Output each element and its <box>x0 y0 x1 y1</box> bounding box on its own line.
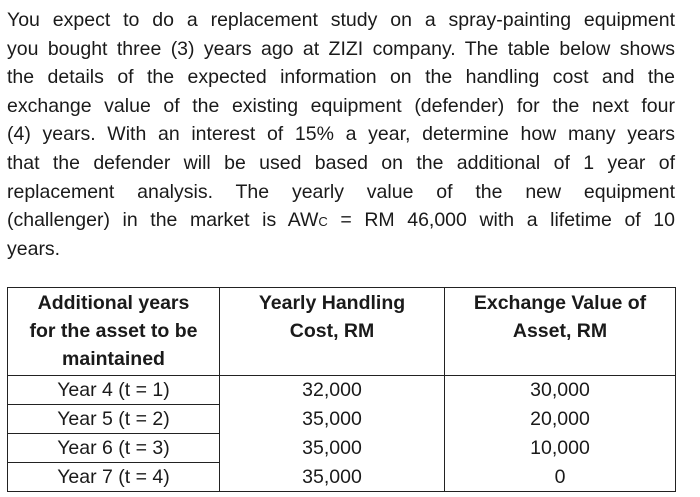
problem-line: that the defender will be used based on the additional of 1 year of <box>7 151 675 174</box>
year-cell: Year 5 (t = 2) <box>8 405 220 434</box>
problem-line: replacement analysis. The yearly value of the new equipment <box>7 180 675 203</box>
table-row <box>8 376 676 405</box>
header-line: Yearly Handling <box>258 292 406 314</box>
cost-cell: 35,000 <box>220 463 445 492</box>
problem-line: the details of the expected information on the handling cost and the <box>7 66 675 89</box>
value-cell: 0 <box>445 463 676 492</box>
problem-statement <box>7 6 675 263</box>
cost-cell: 35,000 <box>220 405 445 434</box>
problem-line-aw <box>7 206 675 235</box>
year-cell: Year 4 (t = 1) <box>8 376 220 405</box>
table-row <box>8 463 676 492</box>
header-additional-years <box>8 288 220 376</box>
header-line: Exchange Value of <box>473 292 647 314</box>
header-line: Cost, RM <box>289 320 375 342</box>
aw-subscript: C <box>318 214 328 230</box>
header-line: Additional years <box>37 292 190 314</box>
year-cell: Year 6 (t = 3) <box>8 434 220 463</box>
table-row <box>8 405 676 434</box>
table-header-row <box>8 288 676 376</box>
problem-line: years. <box>7 237 61 260</box>
header-line: Asset, RM <box>512 320 608 342</box>
header-line: for the asset to be <box>29 320 198 342</box>
cost-cell: 32,000 <box>220 376 445 405</box>
aw-label: (challenger) in the market is AW <box>7 209 319 232</box>
problem-line: exchange value of the existing equipment (defender) for the next four <box>7 94 675 117</box>
header-line: maintained <box>62 348 165 370</box>
cost-table <box>7 287 676 492</box>
aw-value-text: = RM 46,000 with a lifetime of 10 <box>327 209 675 232</box>
value-cell: 30,000 <box>445 376 676 405</box>
header-exchange-value <box>445 288 676 376</box>
table-row <box>8 434 676 463</box>
problem-line: you bought three (3) years ago at ZIZI company. The table below shows <box>7 37 675 60</box>
problem-line: You expect to do a replacement study on a spray-painting equipment <box>7 9 675 31</box>
problem-line: (4) years. With an interest of 15% a year, determine how many years <box>7 123 675 146</box>
year-cell: Year 7 (t = 4) <box>8 463 220 492</box>
value-cell: 20,000 <box>445 405 676 434</box>
header-yearly-handling-cost <box>220 288 445 376</box>
cost-cell: 35,000 <box>220 434 445 463</box>
value-cell: 10,000 <box>445 434 676 463</box>
